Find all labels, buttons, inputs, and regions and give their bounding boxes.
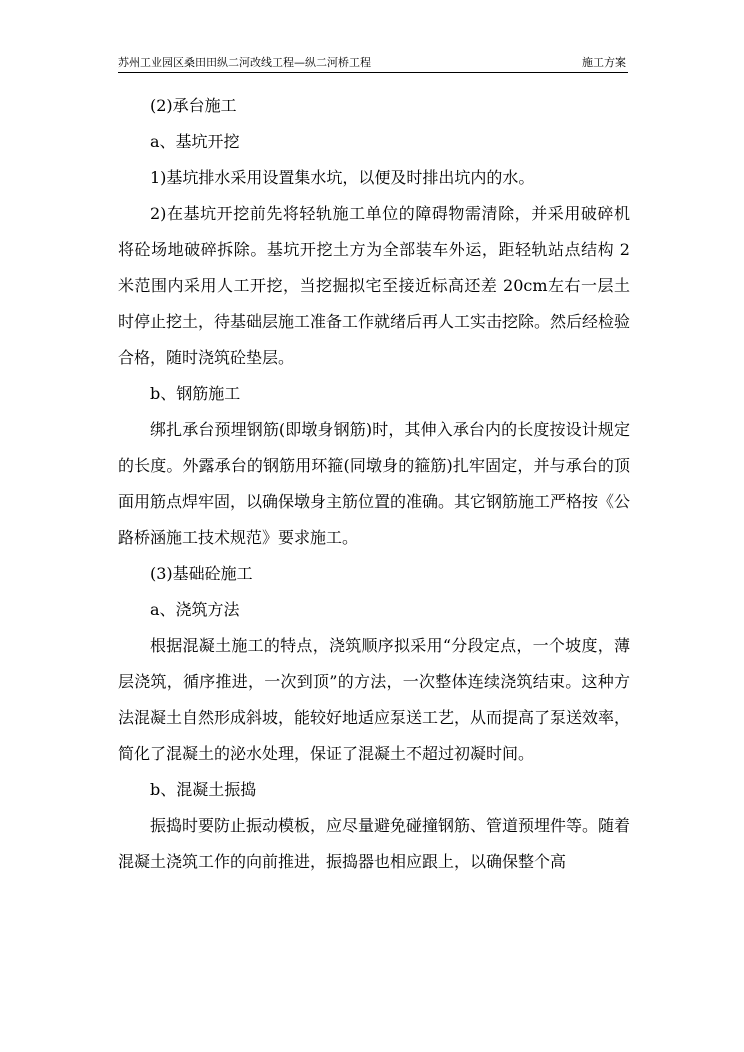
paragraph-pouring-details: 根据混凝土施工的特点，浇筑顺序拟采用“分段定点，一个坡度，薄层浇筑，循序推进，一次到顶”的方法，一次整体连续浇筑结束。这种方法混凝土自然形成斜坡，能较好地适应泵送工艺，从而提高了泵送效率，简化了混凝土的泌水处理，保证了混凝土不超过初凝时间。 (118, 636, 631, 763)
paragraph-excavation-details: 2)在基坑开挖前先将轻轨施工单位的障碍物需清除，并采用破碎机将砼场地破碎拆除。基坑开挖土方为全部装车外运，距轻轨站点结构 2 米范围内采用人工开挖，当挖掘拟宅至接近标高还差 20cm左右一层土时停止挖土，待基础层施工准备工作就绪后再人工实击挖除。然后经检验合格，随时浇筑砼垫层。 (118, 204, 631, 367)
subheading-rebar: b、钢筋施工 (150, 384, 241, 403)
header-project-title: 苏州工业园区桑田田纵二河改线工程—纵二河桥工程 (118, 56, 371, 69)
document-body (118, 88, 630, 880)
subheading-pouring-method: a、浇筑方法 (150, 600, 240, 619)
heading-cap-construction: (2)承台施工 (150, 96, 237, 115)
paragraph-drainage: 1)基坑排水采用设置集水坑，以便及时排出坑内的水。 (150, 168, 535, 187)
paragraph-rebar-details: 绑扎承台预埋钢筋(即墩身钢筋)时，其伸入承台内的长度按设计规定的长度。外露承台的钢筋用环箍(同墩身的箍筋)扎牢固定，并与承台的顶面用筋点焊牢固，以确保墩身主筋位置的准确。其它钢筋施工严格按《公路桥涵施工技术规范》要求施工。 (118, 420, 631, 547)
page-header (118, 56, 628, 73)
header-section-title: 施工方案 (582, 56, 626, 69)
subheading-pit-excavation: a、基坑开挖 (150, 132, 240, 151)
heading-foundation-concrete: (3)基础砼施工 (150, 564, 253, 583)
paragraph-vibration-details: 振捣时要防止振动模板，应尽量避免碰撞钢筋、管道预埋件等。随着混凝土浇筑工作的向前推进，振捣器也相应跟上，以确保整个高 (118, 816, 631, 871)
subheading-vibration: b、混凝土振捣 (150, 780, 257, 799)
